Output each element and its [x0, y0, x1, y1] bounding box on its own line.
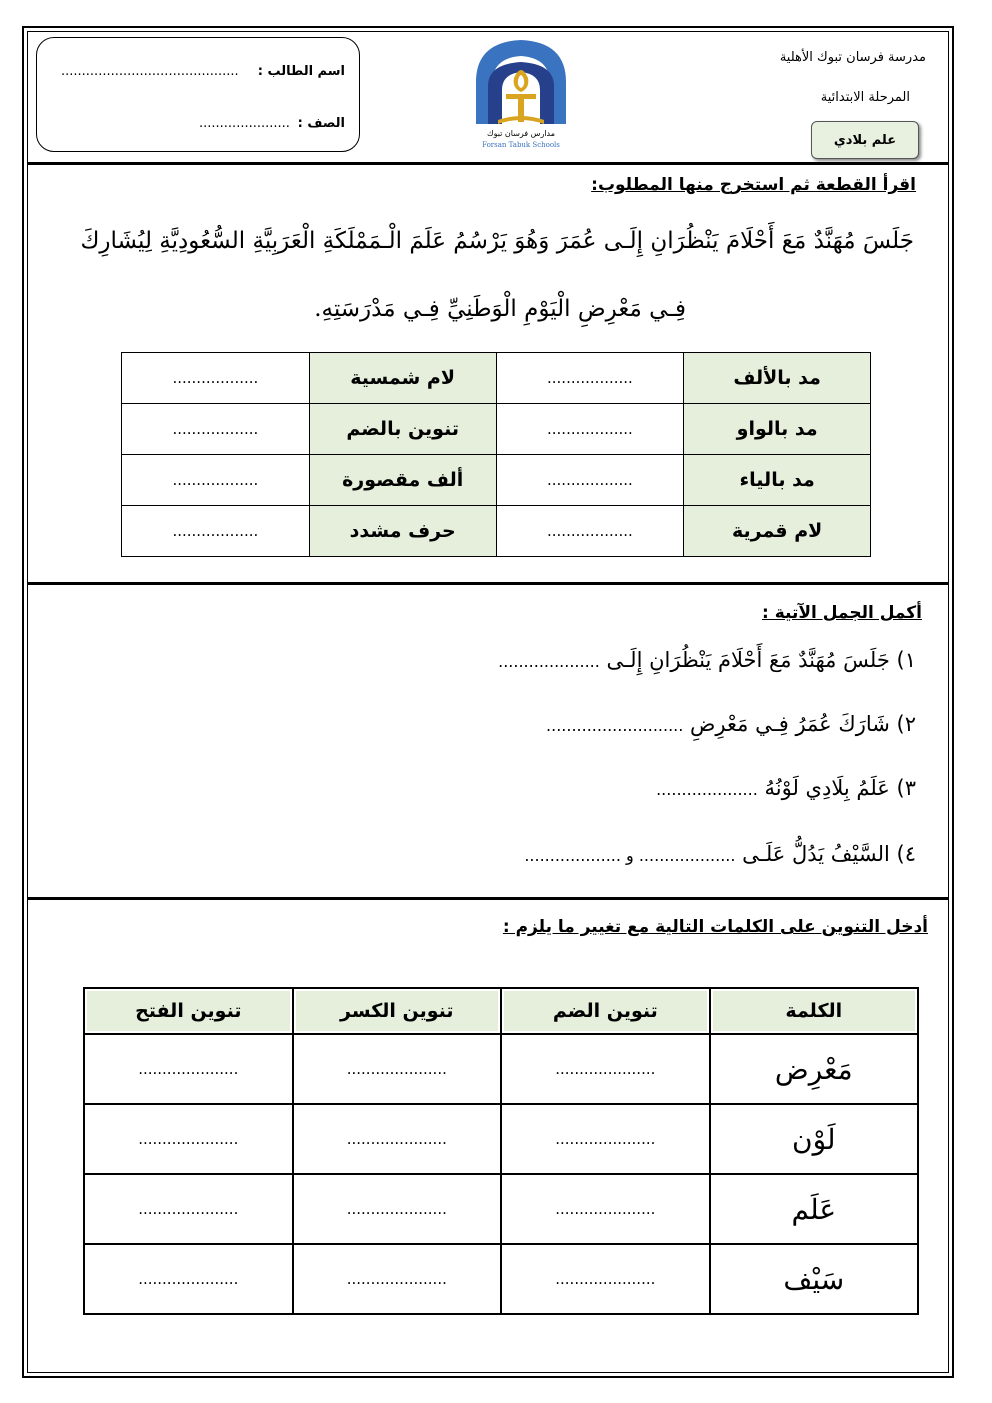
- sentence-blank[interactable]: ....................: [656, 780, 758, 799]
- answer-cell[interactable]: .....................: [501, 1244, 710, 1314]
- sentence-blank[interactable]: ................... و ...................: [524, 846, 736, 865]
- answer-cell[interactable]: .....................: [84, 1174, 293, 1244]
- school-name: مدرسة فرسان تبوك الأهلية: [779, 50, 926, 65]
- answer-cell[interactable]: .....................: [293, 1104, 502, 1174]
- sentence-blank[interactable]: ....................: [498, 652, 600, 671]
- category-cell: مد بالياء: [684, 455, 871, 506]
- logo-text-en: Forsan Tabuk Schools: [482, 141, 560, 149]
- table-row: [84, 1174, 918, 1244]
- answer-cell[interactable]: ..................: [496, 455, 684, 506]
- category-cell: لام قمرية: [684, 506, 871, 557]
- passage-line-2: فِـي مَعْرِضِ الْيَوْمِ الْوَطَنِيِّ فِـي مَدْرَسَتِهِ.: [314, 296, 686, 322]
- tanween-table: [83, 987, 919, 1315]
- answer-cell[interactable]: ..................: [122, 506, 310, 557]
- word-cell: لَوْن: [710, 1104, 918, 1174]
- sentence-number: ١): [896, 648, 916, 672]
- section3-title: أدخل التنوين على الكلمات التالية مع تغيير ما يلزم :: [502, 917, 928, 937]
- table-row: [122, 455, 871, 506]
- table-row: [122, 353, 871, 404]
- table-row: [122, 404, 871, 455]
- category-cell: ألف مقصورة: [309, 455, 496, 506]
- answer-cell[interactable]: .....................: [84, 1104, 293, 1174]
- table-row: [84, 1034, 918, 1104]
- sentence-number: ٤): [896, 842, 916, 866]
- student-name-field[interactable]: ...........................................: [61, 64, 239, 79]
- word-cell: عَلَم: [710, 1174, 918, 1244]
- class-label: الصف :: [297, 116, 345, 131]
- column-header: تنوين الفتح: [84, 988, 293, 1034]
- sentence-text: السَّيْفُ يَدُلُّ عَلَـى: [742, 842, 890, 866]
- answer-cell[interactable]: ..................: [496, 506, 684, 557]
- word-cell: سَيْف: [710, 1244, 918, 1314]
- answer-cell[interactable]: .....................: [501, 1104, 710, 1174]
- sentence-3: [656, 776, 916, 800]
- sentence-text: جَلَسَ مُهَنَّدٌ مَعَ أَحْلَامَ يَنْظُرَانِ إِلَـى: [606, 648, 890, 672]
- table-header-row: [84, 988, 918, 1034]
- divider-1: [27, 162, 949, 165]
- answer-cell[interactable]: .....................: [293, 1174, 502, 1244]
- section2-title: أكمل الجمل الآتية :: [762, 603, 922, 623]
- answer-cell[interactable]: .....................: [293, 1244, 502, 1314]
- table-row: [84, 1244, 918, 1314]
- answer-cell[interactable]: ..................: [122, 353, 310, 404]
- answer-cell[interactable]: .....................: [84, 1034, 293, 1104]
- answer-cell[interactable]: .....................: [84, 1244, 293, 1314]
- sentence-1: [498, 648, 916, 672]
- passage-line-1: جَلَسَ مُهَنَّدٌ مَعَ أَحْلَامَ يَنْظُرَانِ إِلَـى عُمَرَ وَهُوَ يَرْسُمُ عَلَمَ الْـمَمْلَكَةِ الْعَرَبِيَّةِ السُّعُودِيَّةِ لِيُشَارِكَ: [80, 228, 914, 254]
- category-cell: لام شمسية: [309, 353, 496, 404]
- section1-title: اقرأ القطعة ثم استخرج منها المطلوب:: [591, 175, 916, 195]
- answer-cell[interactable]: .....................: [501, 1174, 710, 1244]
- answer-cell[interactable]: .....................: [293, 1034, 502, 1104]
- student-name-label: اسم الطالب :: [257, 64, 345, 79]
- table-row: [122, 506, 871, 557]
- sentence-number: ٢): [896, 712, 916, 736]
- sentence-number: ٣): [896, 776, 916, 800]
- answer-cell[interactable]: ..................: [496, 353, 684, 404]
- sentence-4: [524, 842, 916, 866]
- school-logo-icon: [468, 36, 574, 152]
- column-header: تنوين الضم: [501, 988, 710, 1034]
- answer-cell[interactable]: .....................: [501, 1034, 710, 1104]
- answer-cell[interactable]: ..................: [122, 455, 310, 506]
- answer-cell[interactable]: ..................: [496, 404, 684, 455]
- category-cell: تنوين بالضم: [309, 404, 496, 455]
- student-info-box: [36, 37, 360, 152]
- divider-3: [27, 897, 949, 900]
- sentence-text: شَارَكَ عُمَرُ فِـي مَعْرِضِ: [690, 712, 890, 736]
- class-field[interactable]: ......................: [199, 116, 290, 131]
- category-cell: حرف مشدد: [309, 506, 496, 557]
- subject-badge: علم بلادي: [811, 121, 919, 159]
- school-stage: المرحلة الابتدائية: [820, 90, 910, 105]
- category-cell: مد بالألف: [684, 353, 871, 404]
- word-cell: مَعْرِض: [710, 1034, 918, 1104]
- column-header: تنوين الكسر: [293, 988, 502, 1034]
- sentence-blank[interactable]: ...........................: [546, 716, 684, 735]
- sentence-text: عَلَمُ بِلَادِي لَوْنُهُ: [764, 776, 890, 800]
- sentence-2: [546, 712, 916, 736]
- table-row: [84, 1104, 918, 1174]
- school-logo: [468, 36, 574, 152]
- extraction-table: [121, 352, 871, 557]
- column-header: الكلمة: [710, 988, 918, 1034]
- divider-2: [27, 582, 949, 585]
- logo-text-ar: مدارس فرسان تبوك: [486, 129, 556, 138]
- category-cell: مد بالواو: [684, 404, 871, 455]
- answer-cell[interactable]: ..................: [122, 404, 310, 455]
